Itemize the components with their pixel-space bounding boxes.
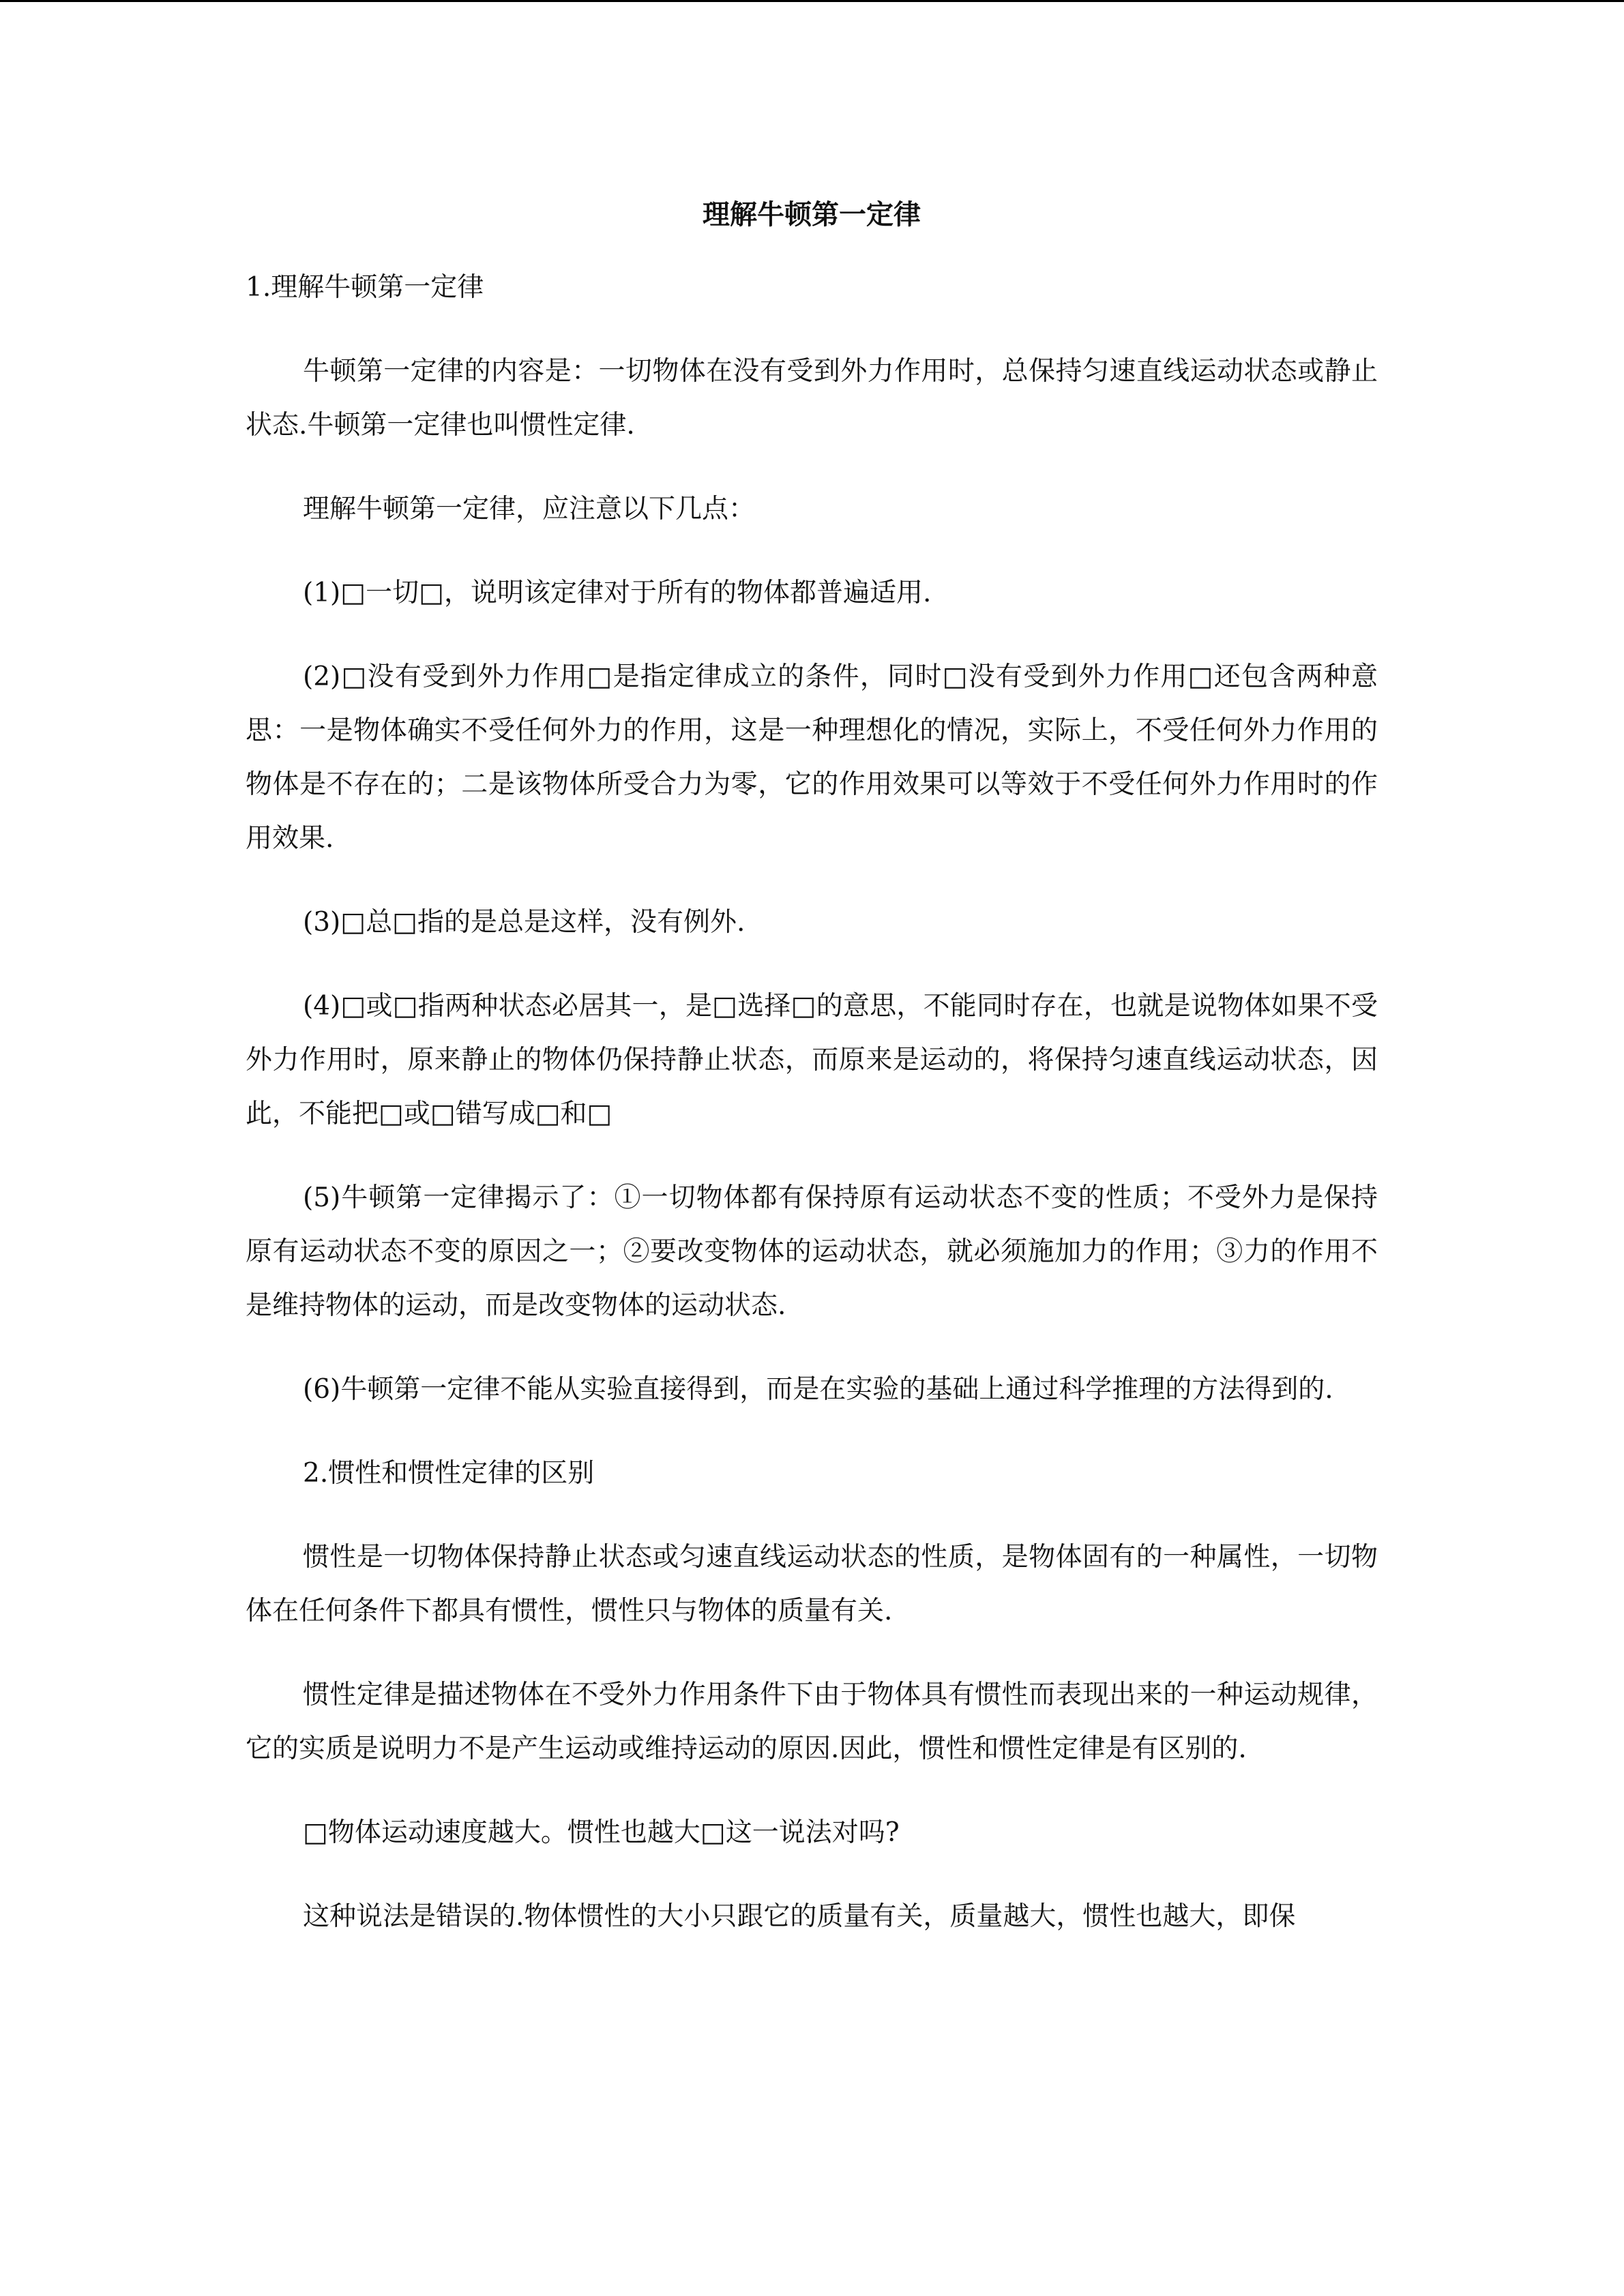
document-page [246, 190, 1378, 1973]
paragraph-law-content: 牛顿第一定律的内容是：一切物体在没有受到外力作用时，总保持匀速直线运动状态或静止状态.牛顿第一定律也叫惯性定律. [246, 356, 1378, 441]
document-title: 理解牛顿第一定律 [703, 198, 921, 230]
paragraph-point-5: (5)牛顿第一定律揭示了：①一切物体都有保持原有运动状态不变的性质；不受外力是保持原有运动状态不变的原因之一；②要改变物体的运动状态，就必须施加力的作用；③力的作用不是维持物体的运动，而是改变物体的运动状态. [246, 1182, 1378, 1321]
paragraph-point-6: (6)牛顿第一定律不能从实验直接得到，而是在实验的基础上通过科学推理的方法得到的. [303, 1374, 1333, 1405]
paragraph-point-2: (2)□没有受到外力作用□是指定律成立的条件，同时□没有受到外力作用□还包含两种意思：一是物体确实不受任何外力的作用，这是一种理想化的情况，实际上，不受任何外力作用的物体是不存在的；二是该物体所受合力为零，它的作用效果可以等效于不受任何外力作用时的作用效果. [246, 661, 1378, 854]
paragraph-answer: 这种说法是错误的.物体惯性的大小只跟它的质量有关，质量越大，惯性也越大，即保 [303, 1901, 1296, 1932]
paragraph-inertia-definition: 惯性是一切物体保持静止状态或匀速直线运动状态的性质，是物体固有的一种属性，一切物体在任何条件下都具有惯性，惯性只与物体的质量有关. [246, 1542, 1378, 1626]
section-heading-1: 1.理解牛顿第一定律 [246, 272, 484, 303]
paragraph-point-4: (4)□或□指两种状态必居其一，是□选择□的意思，不能同时存在，也就是说物体如果不受外力作用时，原来静止的物体仍保持静止状态，而原来是运动的，将保持匀速直线运动状态，因此，不能把□或□错写成□和□ [246, 991, 1378, 1129]
paragraph-question: □物体运动速度越大。惯性也越大□这一说法对吗? [303, 1817, 900, 1848]
section-heading-2: 2.惯性和惯性定律的区别 [303, 1458, 595, 1489]
paragraph-inertia-law: 惯性定律是描述物体在不受外力作用条件下由于物体具有惯性而表现出来的一种运动规律，它的实质是说明力不是产生运动或维持运动的原因.因此，惯性和惯性定律是有区别的. [246, 1680, 1378, 1764]
paragraph-point-3: (3)□总□指的是总是这样，没有例外. [303, 907, 745, 938]
paragraph-point-1: (1)□一切□，说明该定律对于所有的物体都普遍适用. [303, 578, 932, 608]
page-top-border [0, 0, 1624, 2]
paragraph-points-intro: 理解牛顿第一定律，应注意以下几点： [303, 494, 756, 524]
